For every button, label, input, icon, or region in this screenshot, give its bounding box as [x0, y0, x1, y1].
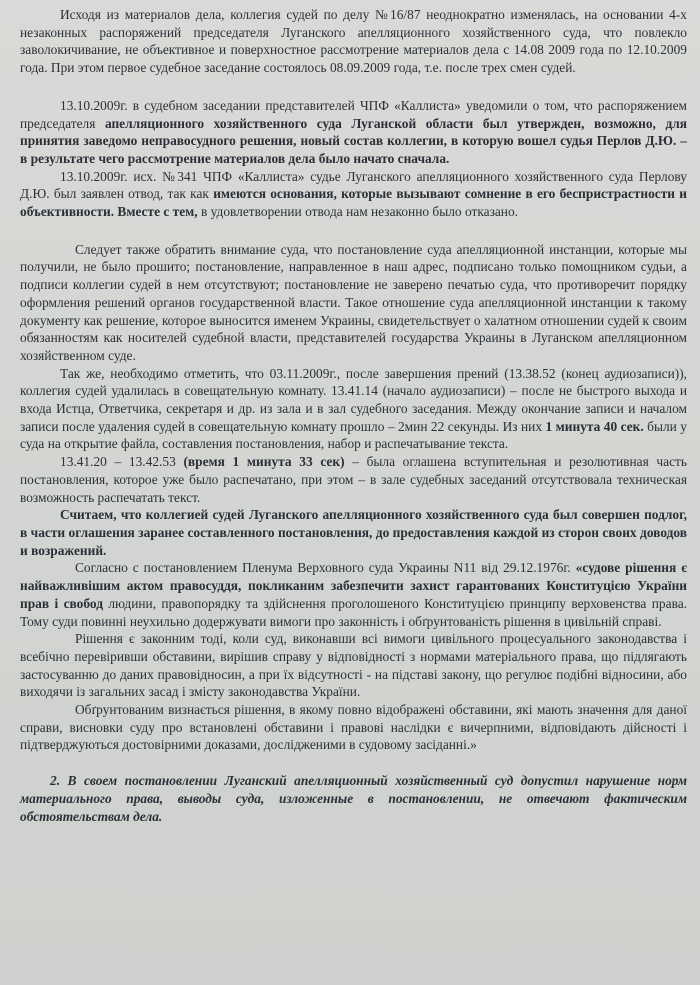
paragraph-plenum-quote — [20, 559, 687, 630]
new-panel-bold-text: апелляционного хозяйственного суда Луганской области был утвержден, возможно, для принятия заведомо неправосудного решения, новый состав коллегии, в которую вошел судья Перлов Д.Ю. – в результате чего рассмотрение материалов дела было начато сначала. — [20, 115, 687, 166]
timing-tail-text: были у суда на открытие файла, составления постановления, набор и распечатывание текста. — [20, 418, 687, 452]
new-panel-text: 13.10.2009г. в судебном заседании представителей ЧПФ «Каллиста» уведомили о том, что распоряжением председателя — [20, 97, 687, 131]
timing-bold-text: 1 минута 40 сек. — [545, 418, 644, 434]
paragraph-announcement-timing — [20, 453, 687, 506]
paragraph-new-panel — [20, 97, 687, 168]
plenum-tail-text: людини, правопорядку та здійснення проголошеного Конституцією принципу верховенства права. Тому суди повинні неухильно додержувати вимоги про законність і обґрунтованість рішення в цивільній справі. — [20, 595, 688, 629]
announcement-tail-text: – была оглашена вступительная и резолютивная часть постановления, которое уже было распечатано, при этом – в зале судебных заседаний отсутствовала техническая возможность распечатать текст. — [20, 454, 687, 505]
paragraph-lawful-decision: Рішення є законним тоді, коли суд, виконавши всі вимоги цивільного процесуального законодавства і всебічно перевіривши обставини, вирішив справу у відповідності з нормами матеріального права, що підлягають застосуванню до даних правовідносин, а при їх відсутності - на підставі закону, що регулює подібні відносини, або виходячи із загальних засад і змісту законодавства України. — [20, 631, 687, 700]
recusal-text: 13.10.2009г. исх. №341 ЧПФ «Каллиста» судье Луганского апелляционного хозяйственного суда Перлову Д.Ю. был заявлен отвод, так как — [20, 168, 687, 202]
paragraph-grounded-decision: Обґрунтованим визнається рішення, в якому повно відображені обставини, які мають значення для даної справи, висновки суду про встановлені обставини і правові наслідки є вичерпними, відповідають дійсності і підтверджуються достовірними доказами, дослідженими в судовому засіданні.» — [20, 702, 687, 753]
paragraph-panel-changes: Исходя из материалов дела, коллегия судей по делу №16/87 неоднократно изменялась, на основании 4-х незаконных распоряжений председателя Луганского апелляционного хозяйственного суда, что повлекло заволокичивание, не объективное и поверхностное рассмотрение материалов дела с 14.08 2009 года по 12.10.2009 года. При этом первое судебное заседание состоялось 08.09.2009 года, т.е. после трех смен судей. — [20, 7, 687, 76]
paragraph-point-two: 2. В своем постановлении Луганский апелляционный хозяйственный суд допустил нарушение норм материального права, выводы суда, изложенные в постановлении, не отвечают фактическим обстоятельствам дела. — [20, 773, 687, 824]
announcement-text: 13.41.20 – 13.42.53 — [60, 454, 184, 470]
paragraph-forgery-claim: Считаем, что коллегией судей Луганского апелляционного хозяйственного суда был совершен подлог, в части оглашения заранее составленного постановления, до предоставления каждой из сторон своих доводов и возражений. — [20, 507, 687, 558]
timing-text: Так же, необходимо отметить, что 03.11.2009г., после завершения прений (13.38.52 (конец аудиозаписи)), коллегия судей удалилась в совещательную комнату. 13.41.14 (начало аудиозаписи) – после не быстрого выхода и входа Истца, Ответчика, секретаря и др. из зала и в зал судебного заседания. Между окончание записи и началом записи после удаления судей в совещательную комнату прошло – 2мин 22 секунды. Из них — [20, 365, 687, 434]
recusal-tail-text: в удовлетворении отвода нам незаконно было отказано. — [197, 204, 519, 220]
paragraph-deliberation-timing — [20, 365, 687, 454]
plenum-bold-text: «судове рішення є найважливішим актом правосуддя, покликаним забезпечити захист гарантованих Конституцією України прав і свобод — [20, 560, 687, 611]
plenum-text: Согласно с постановлением Пленума Верховного суда Украины N11 від 29.12.1976г. — [75, 560, 576, 576]
recusal-bold-text: имеются основания, которые вызывают сомнение в его беспристрастности и объективности. Вместе с тем, — [20, 186, 687, 220]
paragraph-recusal — [20, 168, 687, 221]
announcement-bold-text: (время 1 минута 33 сек) — [183, 454, 345, 470]
paragraph-unsigned-resolution: Следует также обратить внимание суда, что постановление суда апелляционной инстанции, которые мы получили, не было прошито; постановление, направленное в наш адрес, подписано только помощником судьи, а подписи коллегии судей в нем отсутствуют; постановление не заверено печатью суда, что противоречит порядку оформления решений органов государственной власти. Такое отношение суда апелляционной инстанции к такому документу как решение, которое выносится именем Украины, свидетельствует о халатном отношении судей к своим обязанностям как носителей судебной власти, представителей государства Украины в Луганском апелляционном хозяйственном суде. — [20, 241, 687, 363]
